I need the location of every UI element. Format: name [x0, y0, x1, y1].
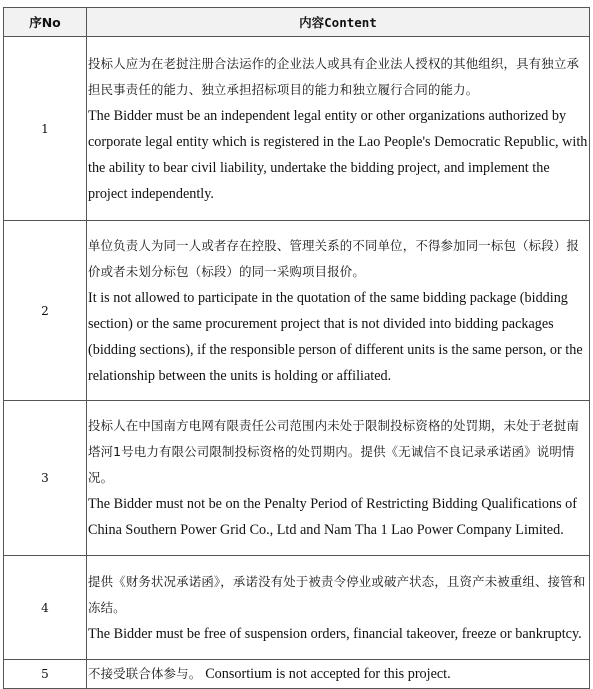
row-number: 1	[4, 37, 87, 221]
table-header-row	[4, 8, 590, 37]
table-row	[4, 401, 590, 556]
row-number: 2	[4, 221, 87, 401]
row-content-cn: 投标人在中国南方电网有限责任公司范围内未处于限制投标资格的处罚期，未处于老挝南塔河1号电力有限公司限制投标资格的处罚期内。提供《无诚信不良记录承诺函》说明情况。	[88, 418, 580, 485]
row-content	[87, 37, 590, 221]
row-content-en: The Bidder must be an independent legal entity or other organizations authorized by corporate legal entity which is registered in the Lao People's Democratic Republic, with the ability to bear civil liability, undertake the bidding project, and implement the project independently.	[88, 107, 588, 202]
row-content-en: The Bidder must not be on the Penalty Period of Restricting Bidding Qualifications of China Southern Power Grid Co., Ltd and Nam Tha 1 Lao Power Company Limited.	[88, 496, 577, 538]
table-row	[4, 660, 590, 689]
row-content	[87, 660, 590, 689]
row-content-cn: 提供《财务状况承诺函》，承诺没有处于被责令停业或破产状态，且资产未被重组、接管和冻结。	[88, 573, 586, 615]
row-number: 4	[4, 556, 87, 660]
header-content-en: Content	[324, 15, 377, 30]
table-row	[4, 37, 590, 221]
header-content	[87, 8, 590, 37]
row-number: 5	[4, 660, 87, 689]
row-content-cn: 不接受联合体参与。	[88, 666, 202, 681]
requirements-table	[3, 7, 590, 689]
table-row	[4, 556, 590, 660]
row-content-single	[88, 661, 589, 687]
row-content	[87, 221, 590, 401]
header-content-cn: 内容	[299, 15, 325, 30]
row-content-cn: 单位负责人为同一人或者存在控股、管理关系的不同单位，不得参加同一标包（标段）报价或者未划分标包（标段）的同一采购项目报价。	[88, 237, 580, 279]
header-no: 序No	[4, 8, 87, 37]
row-content-en: The Bidder must be free of suspension orders, financial takeover, freeze or bankruptcy.	[88, 625, 582, 642]
row-content	[87, 401, 590, 556]
row-content-cn: 投标人应为在老挝注册合法运作的企业法人或具有企业法人授权的其他组织，具有独立承担民事责任的能力、独立承担招标项目的能力和独立履行合同的能力。	[88, 55, 580, 97]
table-row	[4, 221, 590, 401]
row-number: 3	[4, 401, 87, 556]
row-content	[87, 556, 590, 660]
row-content-en: Consortium is not accepted for this project.	[205, 666, 451, 682]
row-content-en: It is not allowed to participate in the quotation of the same bidding package (bidding section) or the same procurement project that is not divided into bidding packages (bidding sections), if the responsible person of different units is the same person, or the relationship between the units is holding or affiliated.	[88, 289, 583, 384]
